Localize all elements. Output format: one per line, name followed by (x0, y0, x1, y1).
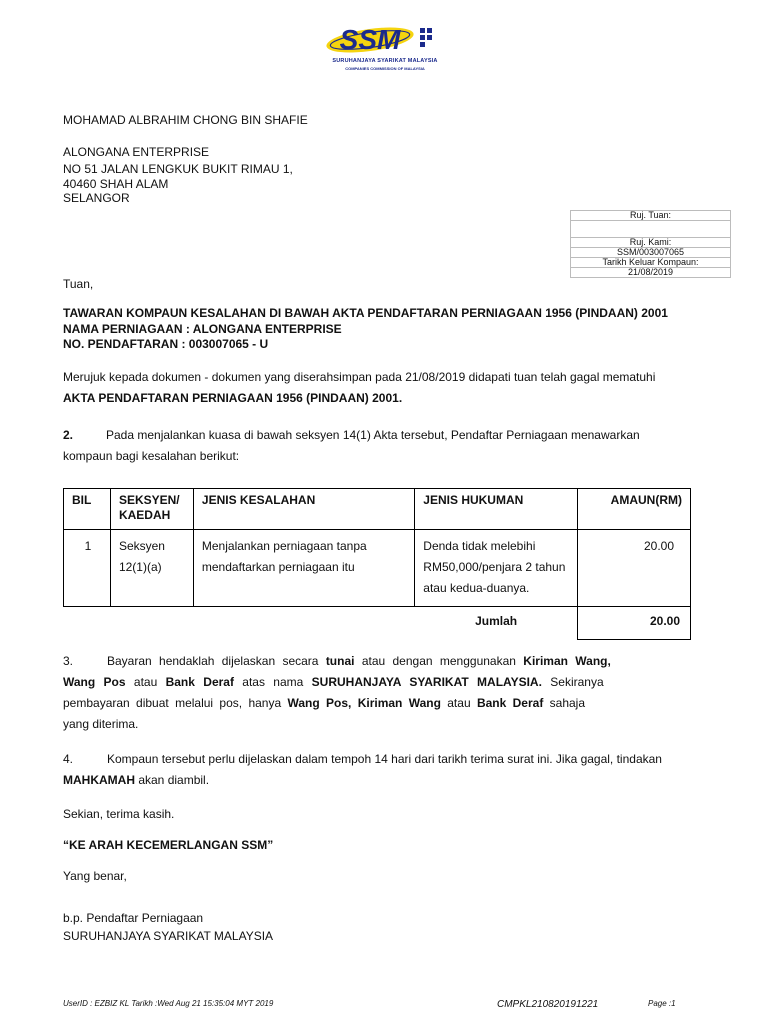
salutation: Tuan, (63, 277, 94, 291)
p3-wang-pos-kiriman: Wang Pos, Kiriman Wang (287, 696, 441, 710)
paragraph-3-number: 3. (63, 654, 74, 668)
p3-t4: atas nama (233, 675, 312, 689)
ruj-kami-label: Ruj. Kami: (571, 238, 731, 248)
header-seksyen-line-2: KAEDAH (118, 508, 171, 522)
reference-box (570, 210, 731, 278)
recipient-address-line-1: NO 51 JALAN LENGKUK BUKIT RIMAU 1, (63, 162, 293, 176)
logo-text: SSM (339, 24, 401, 55)
heading-line-2: NAMA PERNIAGAAN : ALONGANA ENTERPRISE (63, 322, 342, 336)
header-seksyen-line-1: SEKSYEN/ (118, 493, 180, 507)
header-jenis-hukuman: JENIS HUKUMAN (415, 489, 578, 530)
p3-t2: atau dengan menggunakan (354, 654, 524, 668)
p3-t5: Sekiranya (541, 675, 604, 689)
p3-tunai: tunai (325, 654, 355, 668)
ruj-tuan-label: Ruj. Tuan: (571, 211, 731, 221)
closing-motto: “KE ARAH KECEMERLANGAN SSM” (63, 838, 274, 852)
p3-wang-pos: Wang Pos (63, 675, 126, 689)
tarikh-keluar-value: 21/08/2019 (571, 268, 731, 278)
table-total-row (64, 607, 691, 640)
paragraph-2-number: 2. (63, 428, 74, 442)
ruj-kami-value: SSM/003007065 (571, 248, 731, 258)
row-seksyen-line-2: 12(1)(a) (118, 560, 162, 574)
p3-t8: sahaja (543, 696, 586, 710)
paragraph-4-line-1: Kompaun tersebut perlu dijelaskan dalam tempoh 14 hari dari tarikh terima surat ini. Jika gagal, tindakan (107, 752, 662, 766)
table-row (64, 530, 691, 607)
footer-userid: UserID : EZBIZ KL Tarikh :Wed Aug 21 15:35:04 MYT 2019 (63, 999, 274, 1008)
offence-table (63, 488, 691, 640)
row-kesalahan-line-2: mendaftarkan perniagaan itu (201, 560, 355, 574)
paragraph-1-text: Merujuk kepada dokumen - dokumen yang diserahsimpan pada 21/08/2019 didapati tuan telah gagal mematuhi (63, 370, 656, 384)
row-seksyen (110, 530, 193, 607)
p3-t1: Bayaran hendaklah dijelaskan secara (107, 654, 326, 668)
header-seksyen (110, 489, 193, 530)
paragraph-3-line-2 (63, 672, 703, 693)
paragraph-2-line-2: kompaun bagi kesalahan berikut: (63, 449, 240, 463)
p3-ssm: SURUHANJAYA SYARIKAT MALAYSIA. (311, 675, 542, 689)
table-header-row (64, 489, 691, 530)
footer-code: CMPKL210820191221 (497, 999, 599, 1010)
header-jenis-kesalahan: JENIS KESALAHAN (193, 489, 414, 530)
recipient-address-line-3: SELANGOR (63, 191, 130, 205)
paragraph-3-line-4: yang diterima. (63, 717, 139, 731)
ruj-tuan-value (571, 221, 731, 238)
p4-mahkamah: MAHKAMAH (63, 773, 135, 787)
closing-bp: b.p. Pendaftar Perniagaan (63, 911, 204, 925)
total-label: Jumlah (475, 614, 518, 628)
row-hukuman-line-3: atau kedua-duanya. (423, 581, 530, 595)
row-jenis-kesalahan (193, 530, 414, 607)
logo-org-name: SURUHANJAYA SYARIKAT MALAYSIA (332, 58, 438, 64)
header-amaun: AMAUN(RM) (578, 489, 691, 530)
closing-org: SURUHANJAYA SYARIKAT MALAYSIA (63, 929, 274, 943)
paragraph-2-line-1: Pada menjalankan kuasa di bawah seksyen 14(1) Akta tersebut, Pendaftar Perniagaan menawarkan (106, 428, 640, 442)
heading-line-1: TAWARAN KOMPAUN KESALAHAN DI BAWAH AKTA PENDAFTARAN PERNIAGAAN 1956 (PINDAAN) 2001 (63, 306, 668, 320)
row-amaun: 20.00 (578, 530, 691, 607)
paragraph-4-number: 4. (63, 752, 74, 766)
closing-thanks: Sekian, terima kasih. (63, 807, 175, 821)
row-seksyen-line-1: Seksyen (118, 539, 165, 553)
paragraph-1-act: AKTA PENDAFTARAN PERNIAGAAN 1956 (PINDAAN) 2001. (63, 391, 403, 405)
recipient-address-line-2: 40460 SHAH ALAM (63, 177, 169, 191)
p3-bank-deraf-2: Bank Deraf (476, 696, 544, 710)
row-kesalahan-line-1: Menjalankan perniagaan tanpa (201, 539, 367, 553)
logo-org-name-en: COMPANIES COMMISSION OF MALAYSIA (345, 66, 425, 71)
closing-yang-benar: Yang benar, (63, 869, 127, 883)
paragraph-3-line-1 (63, 651, 703, 672)
total-value: 20.00 (578, 607, 691, 640)
paragraph-3-line-3 (63, 693, 703, 714)
row-jenis-hukuman (415, 530, 578, 607)
recipient-name: MOHAMAD ALBRAHIM CHONG BIN SHAFIE (63, 113, 308, 127)
header-bil: BIL (64, 489, 111, 530)
recipient-business: ALONGANA ENTERPRISE (63, 145, 210, 159)
p3-t3: atau (125, 675, 166, 689)
row-hukuman-line-1: Denda tidak melebihi (423, 539, 536, 553)
p3-kiriman-wang: Kiriman Wang, (523, 654, 611, 668)
paragraph-4-line-2 (63, 770, 209, 791)
row-bil: 1 (64, 530, 111, 607)
p3-bank-deraf: Bank Deraf (165, 675, 234, 689)
heading-line-3: NO. PENDAFTARAN : 003007065 - U (63, 337, 269, 351)
p3-t6: pembayaran dibuat melalui pos, hanya (63, 696, 288, 710)
footer-page: Page :1 (648, 999, 676, 1008)
row-hukuman-line-2: RM50,000/penjara 2 tahun (423, 560, 566, 574)
p4-text2: akan diambil. (135, 773, 210, 787)
tarikh-keluar-label: Tarikh Keluar Kompaun: (571, 258, 731, 268)
p3-t7: atau (440, 696, 477, 710)
